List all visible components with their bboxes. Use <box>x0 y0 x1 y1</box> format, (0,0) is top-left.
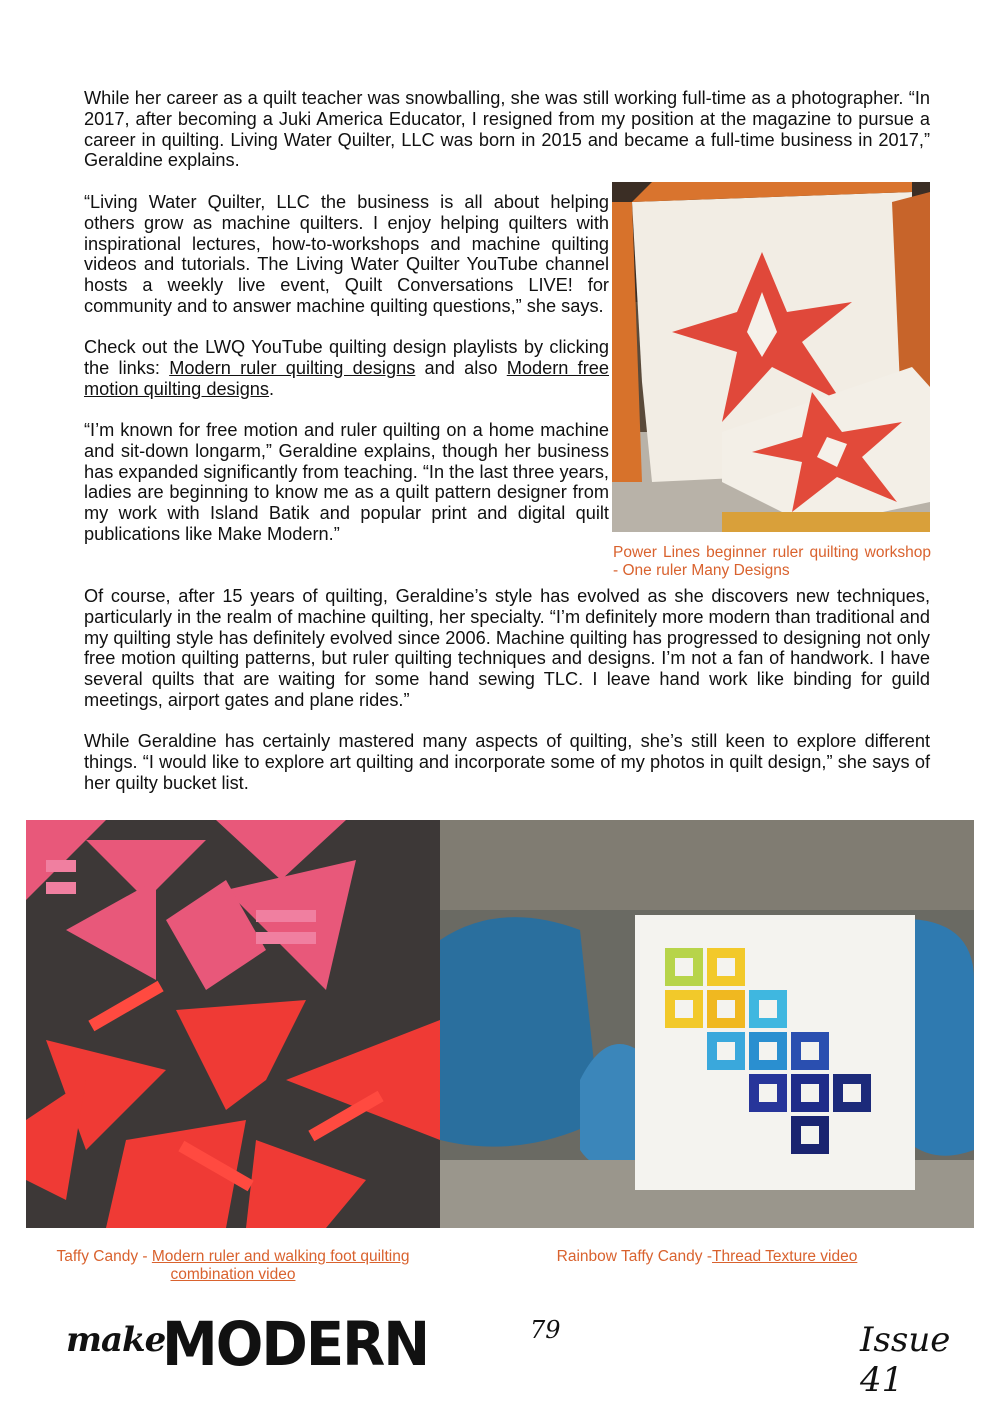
playlists-intro: Check out the LWQ YouTube quilting design playlists by clicking the links: <box>84 337 609 378</box>
modern-ruler-quilting-link[interactable]: Modern ruler quilting designs <box>169 357 416 378</box>
paragraph-style-evolved: Of course, after 15 years of quilting, Geraldine’s style has evolved as she discovers new techniques, particularly in the realm of machine quilting, her specialty. “I’m definitely more modern than traditional and my quilting style has definitely evolved since 2006. Machine quilting has progressed to designing not only free motion quilting patterns, but ruler quilting techniques and designs. I’m not a fan of handwork. I have several quilts that are waiting for some hand sewing TLC. I leave hand work like binding for guild meetings, airport gates and plane rides.” <box>84 586 930 710</box>
paragraph-playlists <box>84 337 609 399</box>
taffy-video-link-line2[interactable]: combination video <box>170 1266 296 1283</box>
issue-number: Issue 41 <box>860 1320 951 1400</box>
paragraph-career: While her career as a quilt teacher was snowballing, she was still working full-time as a photographer. “In 2017, after becoming a Juki America Educator, I resigned from my position at the magazine to pursue a career in quilting. Living Water Quilter, LLC was born in 2015 and became a full-time business in 2017,” Geraldine explains. <box>84 88 930 171</box>
taffy-candy-caption <box>26 1248 440 1284</box>
taffy-video-link[interactable]: Modern ruler and walking foot quilting <box>151 1248 410 1265</box>
rainbow-caption-prefix: Rainbow Taffy Candy - <box>556 1248 713 1265</box>
page-number: 79 <box>530 1316 561 1344</box>
rainbow-taffy-candy-photo <box>440 820 974 1228</box>
modern-free-motion-link[interactable]: Modern free motion quilting designs <box>84 357 609 399</box>
paragraph-bucket-list: While Geraldine has certainly mastered many aspects of quilting, she’s still keen to explore different things. “I would like to explore art quilting and incorporate some of my photos in quilt design,” she says of her quilty bucket list. <box>84 731 930 793</box>
taffy-candy-caption-prefix: Taffy Candy - <box>56 1248 152 1265</box>
paragraph-known-for: “I’m known for free motion and ruler quilting on a home machine and sit-down longarm,” Geraldine explains, though her business has expanded significantly from teaching. “In the last three years, ladies are beginning to know me as a quilt pattern designer from my work with Island Batik and popular print and digital quilt publications like Make Modern.” <box>84 420 609 544</box>
rainbow-taffy-caption <box>440 1248 974 1266</box>
playlists-period: . <box>269 378 275 399</box>
playlists-and: and also <box>415 357 507 378</box>
bag-photo-caption: Power Lines beginner ruler quilting workshop - One ruler Many Designs <box>613 544 931 579</box>
taffy-candy-quilt-photo <box>26 820 440 1228</box>
logo-make-text: make <box>66 1320 166 1360</box>
thread-texture-video-link[interactable]: Thread Texture video <box>712 1248 858 1265</box>
bag-quilt-photo <box>612 182 930 532</box>
logo-modern-text: MODERN <box>162 1310 429 1381</box>
paragraph-business: “Living Water Quilter, LLC the business is all about helping others grow as machine quilters. I enjoy helping quilters with inspirational lectures, how-to-workshops and machine quilting videos and tutorials. The Living Water Quilter YouTube channel hosts a weekly live event, Quilt Conversations LIVE! for community and to answer machine quilting questions,” she says. <box>84 192 609 316</box>
